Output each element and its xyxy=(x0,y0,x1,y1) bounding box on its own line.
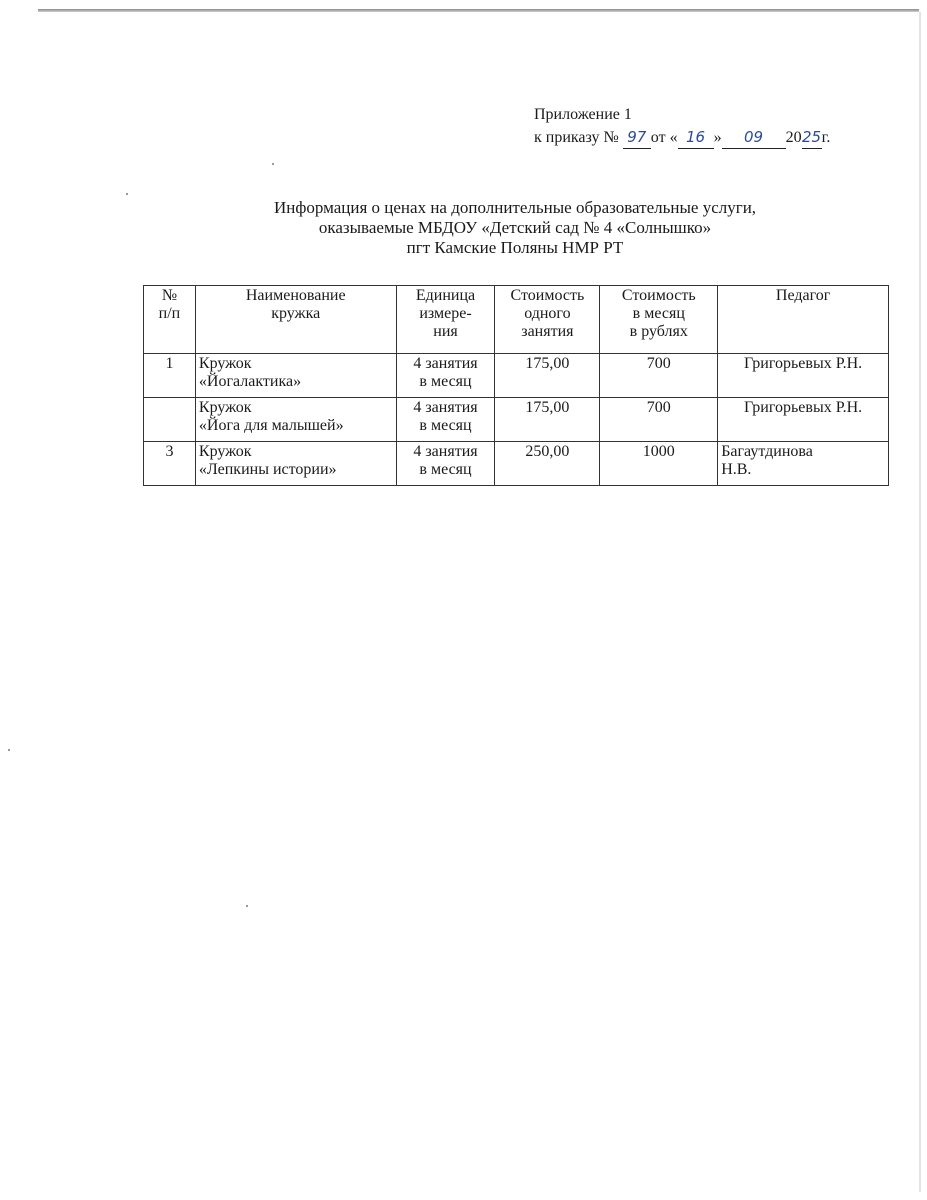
header-text: № xyxy=(161,287,178,304)
table-row xyxy=(144,398,889,442)
cell-price: 250,00 xyxy=(495,442,600,486)
order-number: 97 xyxy=(623,126,651,149)
cell-teacher xyxy=(718,398,889,442)
cell-club-name xyxy=(195,398,396,442)
header-text: ния xyxy=(433,323,458,340)
header-text: п/п xyxy=(158,305,181,322)
cell-text: Григорьевых Р.Н. xyxy=(744,399,863,416)
cell-text: в месяц xyxy=(419,461,472,478)
annex-quote-close: » xyxy=(713,129,722,146)
cell-number xyxy=(144,398,196,442)
cell-price: 175,00 xyxy=(495,398,600,442)
header-text: кружка xyxy=(271,305,321,322)
cell-unit xyxy=(396,354,495,398)
header-text: Стоимость xyxy=(621,287,696,304)
cell-number: 1 xyxy=(144,354,196,398)
annex-header xyxy=(534,104,830,149)
price-table xyxy=(143,285,889,486)
cell-teacher xyxy=(718,354,889,398)
cell-text: 4 занятия xyxy=(413,399,478,416)
scan-speck xyxy=(246,905,248,907)
cell-text: «Лепкины истории» xyxy=(198,461,337,478)
cell-text: Кружок xyxy=(198,399,252,416)
header-text: Стоимость xyxy=(510,287,585,304)
header-teacher xyxy=(718,286,889,354)
cell-monthly: 1000 xyxy=(600,442,718,486)
scan-speck xyxy=(126,193,128,195)
title-line-2: оказываемые МБДОУ «Детский сад № 4 «Солнышко» xyxy=(318,218,712,237)
cell-text: в месяц xyxy=(419,417,472,434)
title-line-1: Информация о ценах на дополнительные образовательные услуги, xyxy=(273,198,757,217)
header-text: одного xyxy=(524,305,571,322)
header-price-per-lesson xyxy=(495,286,600,354)
header-text: в рублях xyxy=(629,323,688,340)
annex-year-prefix: 20 xyxy=(785,129,802,146)
header-text: Педагог xyxy=(775,287,831,304)
header-text: измере- xyxy=(419,305,472,322)
cell-text: Кружок xyxy=(198,355,252,372)
title-line-3: пгт Камские Поляны НМР РТ xyxy=(406,238,624,257)
cell-text: «Йогалактика» xyxy=(198,373,302,390)
scan-speck xyxy=(272,163,274,165)
header-text: в месяц xyxy=(632,305,685,322)
document-title xyxy=(140,198,890,258)
table-row xyxy=(144,354,889,398)
annex-year-end: г. xyxy=(821,129,831,146)
cell-text: «Йога для малышей» xyxy=(198,417,344,434)
cell-text: в месяц xyxy=(419,373,472,390)
order-year: 25 xyxy=(802,126,822,149)
annex-from-label: от « xyxy=(650,129,678,146)
cell-unit xyxy=(396,442,495,486)
cell-text: 4 занятия xyxy=(413,355,478,372)
cell-monthly: 700 xyxy=(600,354,718,398)
header-price-per-month xyxy=(600,286,718,354)
cell-text: 4 занятия xyxy=(413,443,478,460)
cell-unit xyxy=(396,398,495,442)
order-month: 09 xyxy=(722,126,786,149)
header-unit xyxy=(396,286,495,354)
scan-speck xyxy=(8,749,10,751)
cell-price: 175,00 xyxy=(495,354,600,398)
order-day: 16 xyxy=(678,126,714,149)
table-header-row xyxy=(144,286,889,354)
header-number xyxy=(144,286,196,354)
cell-text: Н.В. xyxy=(721,461,752,478)
cell-monthly: 700 xyxy=(600,398,718,442)
table-row xyxy=(144,442,889,486)
header-text: Наименование xyxy=(245,287,346,304)
cell-text: Григорьевых Р.Н. xyxy=(744,355,863,372)
cell-text: Багаутдинова xyxy=(721,443,813,460)
header-club-name xyxy=(195,286,396,354)
scan-edge-right xyxy=(919,12,921,1192)
annex-order-line xyxy=(534,126,830,149)
annex-prefix: к приказу № xyxy=(534,129,619,146)
cell-text: Кружок xyxy=(198,443,252,460)
header-text: занятия xyxy=(521,323,574,340)
cell-teacher xyxy=(718,442,889,486)
annex-title: Приложение 1 xyxy=(534,106,632,123)
cell-club-name xyxy=(195,354,396,398)
cell-number: 3 xyxy=(144,442,196,486)
scan-edge-top xyxy=(38,9,919,12)
cell-club-name xyxy=(195,442,396,486)
header-text: Единица xyxy=(415,287,476,304)
